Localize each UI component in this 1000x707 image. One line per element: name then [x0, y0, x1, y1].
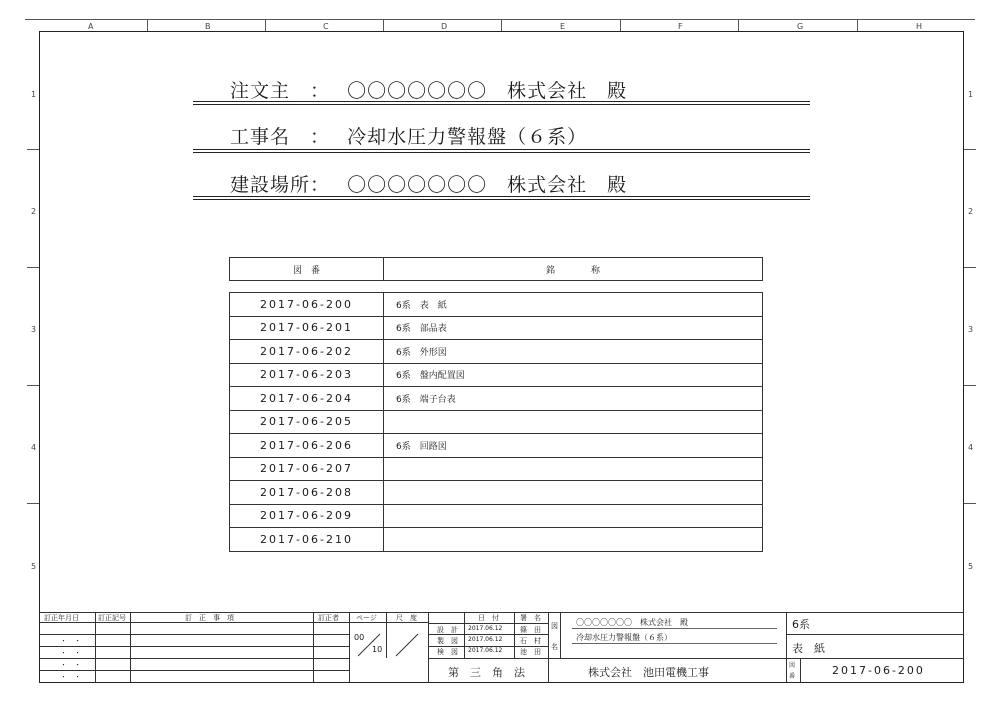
site-line — [230, 170, 627, 197]
column-label: B — [205, 22, 211, 31]
drawing-name — [384, 528, 763, 552]
design-label: 設 計 — [437, 626, 458, 634]
column-label: D — [441, 22, 448, 31]
client-value: 〇〇〇〇〇〇〇 株式会社 殿 — [347, 80, 628, 102]
client-rule-2 — [193, 104, 810, 105]
rev-no-label: 訂正記号 — [98, 614, 126, 622]
row-label-left: 1 — [31, 90, 37, 99]
tb-client-underline — [572, 628, 777, 629]
row-label-left: 5 — [31, 562, 37, 571]
row-label-right: 5 — [968, 562, 974, 571]
tb-client-line: 〇〇〇〇〇〇〇 株式会社 殿 — [576, 618, 688, 627]
drawing-number: 2017-06-208 — [230, 481, 384, 505]
tb-v7 — [464, 612, 465, 658]
check-label: 検 図 — [437, 648, 458, 656]
drawing-number: 2017-06-205 — [230, 410, 384, 434]
column-tick — [501, 19, 502, 31]
tb-v4 — [349, 612, 350, 683]
tb-v3 — [313, 612, 314, 683]
scale-slash — [392, 630, 422, 658]
row-tick — [27, 149, 39, 150]
drawing-list-row — [230, 504, 763, 528]
drawing-list-row — [230, 363, 763, 387]
tb-top-line — [39, 612, 964, 613]
drawing-number: 2017-06-202 — [230, 340, 384, 364]
drawing-number: 2017-06-210 — [230, 528, 384, 552]
page-total: 10 — [372, 645, 383, 654]
column-tick — [383, 19, 384, 31]
column-label: G — [797, 22, 804, 31]
work-rule-2 — [193, 152, 810, 153]
sign-label: 署 名 — [520, 614, 541, 622]
drawing-number: 2017-06-203 — [230, 363, 384, 387]
tb-v9 — [548, 612, 549, 683]
work-line — [230, 122, 587, 149]
tb-right-split — [786, 634, 964, 635]
rev-date-label: 訂正年月日 — [44, 614, 79, 622]
scale-label: 尺 度 — [396, 614, 417, 622]
tb-v2 — [130, 612, 131, 683]
projection-method: 第 三 角 法 — [448, 666, 525, 679]
tb-v11 — [786, 612, 787, 683]
row-label-right: 3 — [968, 325, 974, 334]
tb-bottom-split — [428, 658, 964, 659]
tb-v1 — [95, 612, 96, 683]
check-sign: 池 田 — [520, 648, 541, 656]
column-tick — [857, 19, 858, 31]
tb-row-line-2 — [39, 646, 349, 647]
column-tick — [738, 19, 739, 31]
row-label-left: 2 — [31, 207, 37, 216]
rev-blank-2: ・ ・ — [60, 649, 81, 657]
rev-blank-4: ・ ・ — [60, 673, 81, 681]
drawing-number: 2017-06-206 — [230, 434, 384, 458]
site-label: 建設場所： — [230, 174, 331, 196]
column-tick — [265, 19, 266, 31]
drawing-list-row — [230, 528, 763, 552]
column-tick — [620, 19, 621, 31]
client-label: 注文主 ： — [230, 80, 331, 102]
tb-system: 6系 — [792, 618, 810, 631]
drawing-name — [384, 410, 763, 434]
work-rule — [193, 149, 810, 150]
tb-row-line-3 — [39, 658, 349, 659]
work-label: 工事名 ： — [230, 126, 331, 148]
drawn-label: 製 図 — [437, 637, 458, 645]
row-tick — [964, 503, 976, 504]
drawing-number: 2017-06-200 — [230, 293, 384, 317]
drawing-name: 6系 盤内配置図 — [384, 363, 763, 387]
drawing-list-row — [230, 410, 763, 434]
column-label: C — [323, 22, 329, 31]
client-line — [230, 76, 627, 103]
tb-row-line-1 — [39, 634, 349, 635]
drawing-list — [229, 292, 763, 552]
drawing-name: 6系 外形図 — [384, 340, 763, 364]
row-label-right: 1 — [968, 90, 974, 99]
tb-sheet-title: 表 紙 — [792, 642, 825, 655]
drawing-name: 6系 表 紙 — [384, 293, 763, 317]
col-number-header: 図 番 — [230, 258, 384, 281]
drawing-list-row — [230, 457, 763, 481]
drawing-name — [384, 457, 763, 481]
drawing-name: 6系 端子台表 — [384, 387, 763, 411]
check-date: 2017.06.12 — [468, 647, 503, 654]
drawing-list-row — [230, 316, 763, 340]
tb-v8 — [514, 612, 515, 658]
work-value: 冷却水圧力警報盤（６系） — [347, 126, 588, 148]
column-tick — [147, 19, 148, 31]
drawing-number: 2017-06-201 — [230, 316, 384, 340]
design-sign: 篠 田 — [520, 626, 541, 634]
design-date: 2017.06.12 — [468, 625, 503, 632]
row-tick — [27, 503, 39, 504]
drawing-number: 2017-06-207 — [230, 457, 384, 481]
drawn-date: 2017.06.12 — [468, 636, 503, 643]
rev-blank-1: ・ ・ — [60, 637, 81, 645]
page-label: ページ — [356, 614, 377, 622]
tb-project-underline — [572, 643, 777, 644]
tb-v5 — [386, 612, 387, 658]
drawing-list-row — [230, 434, 763, 458]
column-label: A — [88, 22, 94, 31]
tb-v12 — [800, 658, 801, 683]
row-tick — [964, 385, 976, 386]
tb-row-line-4 — [39, 670, 349, 671]
row-label-left: 4 — [31, 443, 37, 452]
sheet-top-border — [25, 19, 975, 20]
row-tick — [27, 385, 39, 386]
tb-date-line-1 — [428, 623, 548, 624]
drawing-name — [384, 504, 763, 528]
row-label-right: 4 — [968, 443, 974, 452]
drawing-list-row — [230, 481, 763, 505]
rev-by-label: 訂正者 — [318, 614, 339, 622]
site-value: 〇〇〇〇〇〇〇 株式会社 殿 — [347, 174, 628, 196]
col-name-header: 銘 称 — [384, 258, 763, 281]
client-rule — [193, 101, 810, 102]
tb-v10 — [560, 612, 561, 658]
row-tick — [27, 267, 39, 268]
drawing-list-row — [230, 340, 763, 364]
drawing-name — [384, 481, 763, 505]
page-current: 00 — [354, 633, 365, 642]
drawing-number: 2017-06-204 — [230, 387, 384, 411]
drawing-no: 2017-06-200 — [832, 664, 925, 677]
row-label-right: 2 — [968, 207, 974, 216]
drawing-number: 2017-06-209 — [230, 504, 384, 528]
column-label: F — [678, 22, 683, 31]
tb-project-line: 冷却水圧力警報盤（６系） — [576, 633, 672, 642]
row-tick — [964, 149, 976, 150]
rev-content-label: 訂 正 事 項 — [185, 614, 234, 622]
company-name: 株式会社 池田電機工事 — [588, 666, 709, 679]
drawing-list-row — [230, 293, 763, 317]
column-label: H — [916, 22, 923, 31]
site-rule-2 — [193, 199, 810, 200]
row-label-left: 3 — [31, 325, 37, 334]
drawing-name: 6系 回路図 — [384, 434, 763, 458]
column-label: E — [560, 22, 566, 31]
name-label: 図名 — [551, 622, 558, 651]
site-rule — [193, 196, 810, 197]
drawing-list-header — [229, 257, 763, 281]
drawing-list-row — [230, 387, 763, 411]
row-tick — [964, 267, 976, 268]
drawn-sign: 石 村 — [520, 637, 541, 645]
date-label: 日 付 — [478, 614, 499, 622]
drawing-no-label: 図番 — [789, 662, 796, 680]
drawing-name: 6系 部品表 — [384, 316, 763, 340]
tb-v6 — [428, 612, 429, 683]
rev-blank-3: ・ ・ — [60, 661, 81, 669]
